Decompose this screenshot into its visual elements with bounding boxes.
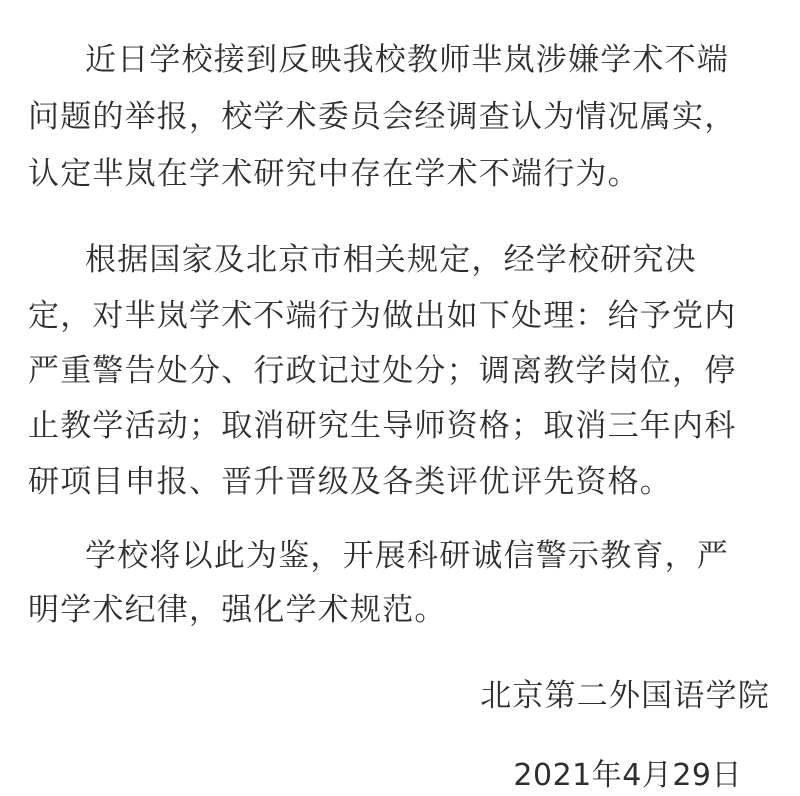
paragraph-3-line-1: 学校将以此为鉴，开展科研诚信警示教育，严 <box>85 538 729 574</box>
signature-date: 2021年4月29日 <box>513 758 742 793</box>
paragraph-1-line-2: 问题的举报，校学术委员会经调查认为情况属实， <box>28 99 737 135</box>
paragraph-2-line-3: 严重警告处分、行政记过处分；调离教学岗位，停 <box>28 353 737 389</box>
paragraph-2-line-5: 研项目申报、晋升晋级及各类评优评先资格。 <box>28 464 672 500</box>
paragraph-1-line-3: 认定芈岚在学术研究中存在学术不端行为。 <box>28 156 640 192</box>
paragraph-2-line-1: 根据国家及北京市相关规定，经学校研究决 <box>85 242 697 278</box>
paragraph-3-line-2: 明学术纪律，强化学术规范。 <box>28 592 447 628</box>
paragraph-2-line-4: 止教学活动；取消研究生导师资格；取消三年内科 <box>28 408 737 444</box>
signature-organization: 北京第二外国语学院 <box>480 678 770 714</box>
paragraph-2-line-2: 定，对芈岚学术不端行为做出如下处理：给予党内 <box>28 298 737 334</box>
paragraph-1-line-1: 近日学校接到反映我校教师芈岚涉嫌学术不端 <box>85 42 729 78</box>
